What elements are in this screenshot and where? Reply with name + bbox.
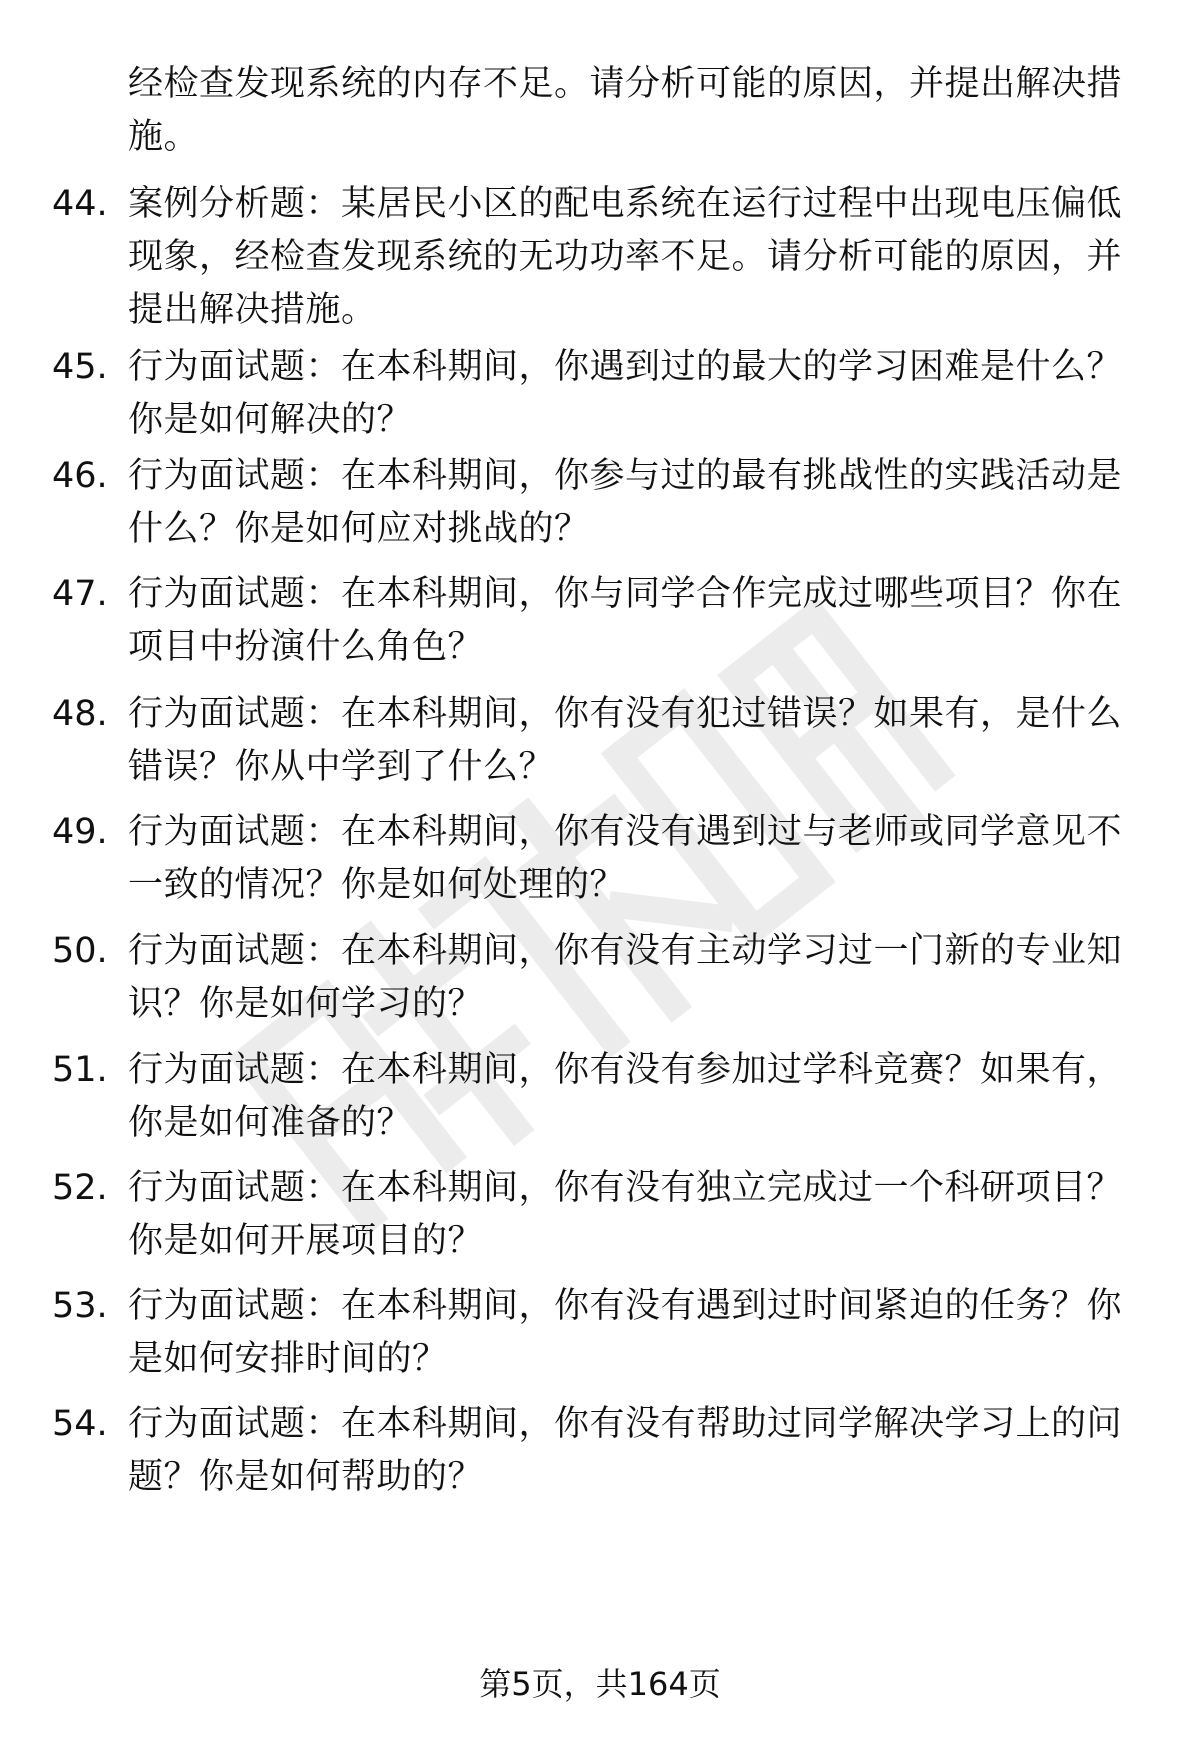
- item-number: 50.: [52, 931, 108, 971]
- continuation-text: 经检查发现系统的内存不足。请分析可能的原因，并提出解决措施。: [128, 64, 1123, 157]
- item-text: 行为面试题：在本科期间，你遇到过的最大的学习困难是什么？你是如何解决的？: [128, 347, 1123, 440]
- item-number: 45.: [52, 347, 108, 387]
- item-number: 51.: [52, 1050, 108, 1090]
- item-text: 案例分析题：某居民小区的配电系统在运行过程中出现电压偏低现象，经检查发现系统的无功功率不足。请分析可能的原因，并提出解决措施。: [128, 184, 1123, 330]
- item-number: 53.: [52, 1286, 108, 1326]
- item-text: 行为面试题：在本科期间，你有没有帮助过同学解决学习上的问题？你是如何帮助的？: [128, 1404, 1123, 1497]
- item-number: 52.: [52, 1168, 108, 1208]
- item-number: 47.: [52, 574, 108, 614]
- item-number: 48.: [52, 694, 108, 734]
- item-number: 44.: [52, 184, 108, 224]
- item-number: 49.: [52, 812, 108, 852]
- page-footer: 第5页，共164页: [479, 1665, 721, 1703]
- item-text: 行为面试题：在本科期间，你有没有参加过学科竞赛？如果有，你是如何准备的？: [128, 1050, 1123, 1143]
- item-number: 46.: [52, 456, 108, 496]
- item-text: 行为面试题：在本科期间，你参与过的最有挑战性的实践活动是什么？你是如何应对挑战的？: [128, 456, 1123, 549]
- item-number: 54.: [52, 1404, 108, 1444]
- item-text: 行为面试题：在本科期间，你与同学合作完成过哪些项目？你在项目中扮演什么角色？: [128, 574, 1123, 667]
- item-text: 行为面试题：在本科期间，你有没有独立完成过一个科研项目？你是如何开展项目的？: [128, 1168, 1123, 1261]
- item-text: 行为面试题：在本科期间，你有没有主动学习过一门新的专业知识？你是如何学习的？: [128, 931, 1123, 1024]
- item-text: 行为面试题：在本科期间，你有没有遇到过与老师或同学意见不一致的情况？你是如何处理的？: [128, 812, 1123, 905]
- item-text: 行为面试题：在本科期间，你有没有犯过错误？如果有，是什么错误？你从中学到了什么？: [128, 694, 1123, 787]
- item-text: 行为面试题：在本科期间，你有没有遇到过时间紧迫的任务？你是如何安排时间的？: [128, 1286, 1123, 1379]
